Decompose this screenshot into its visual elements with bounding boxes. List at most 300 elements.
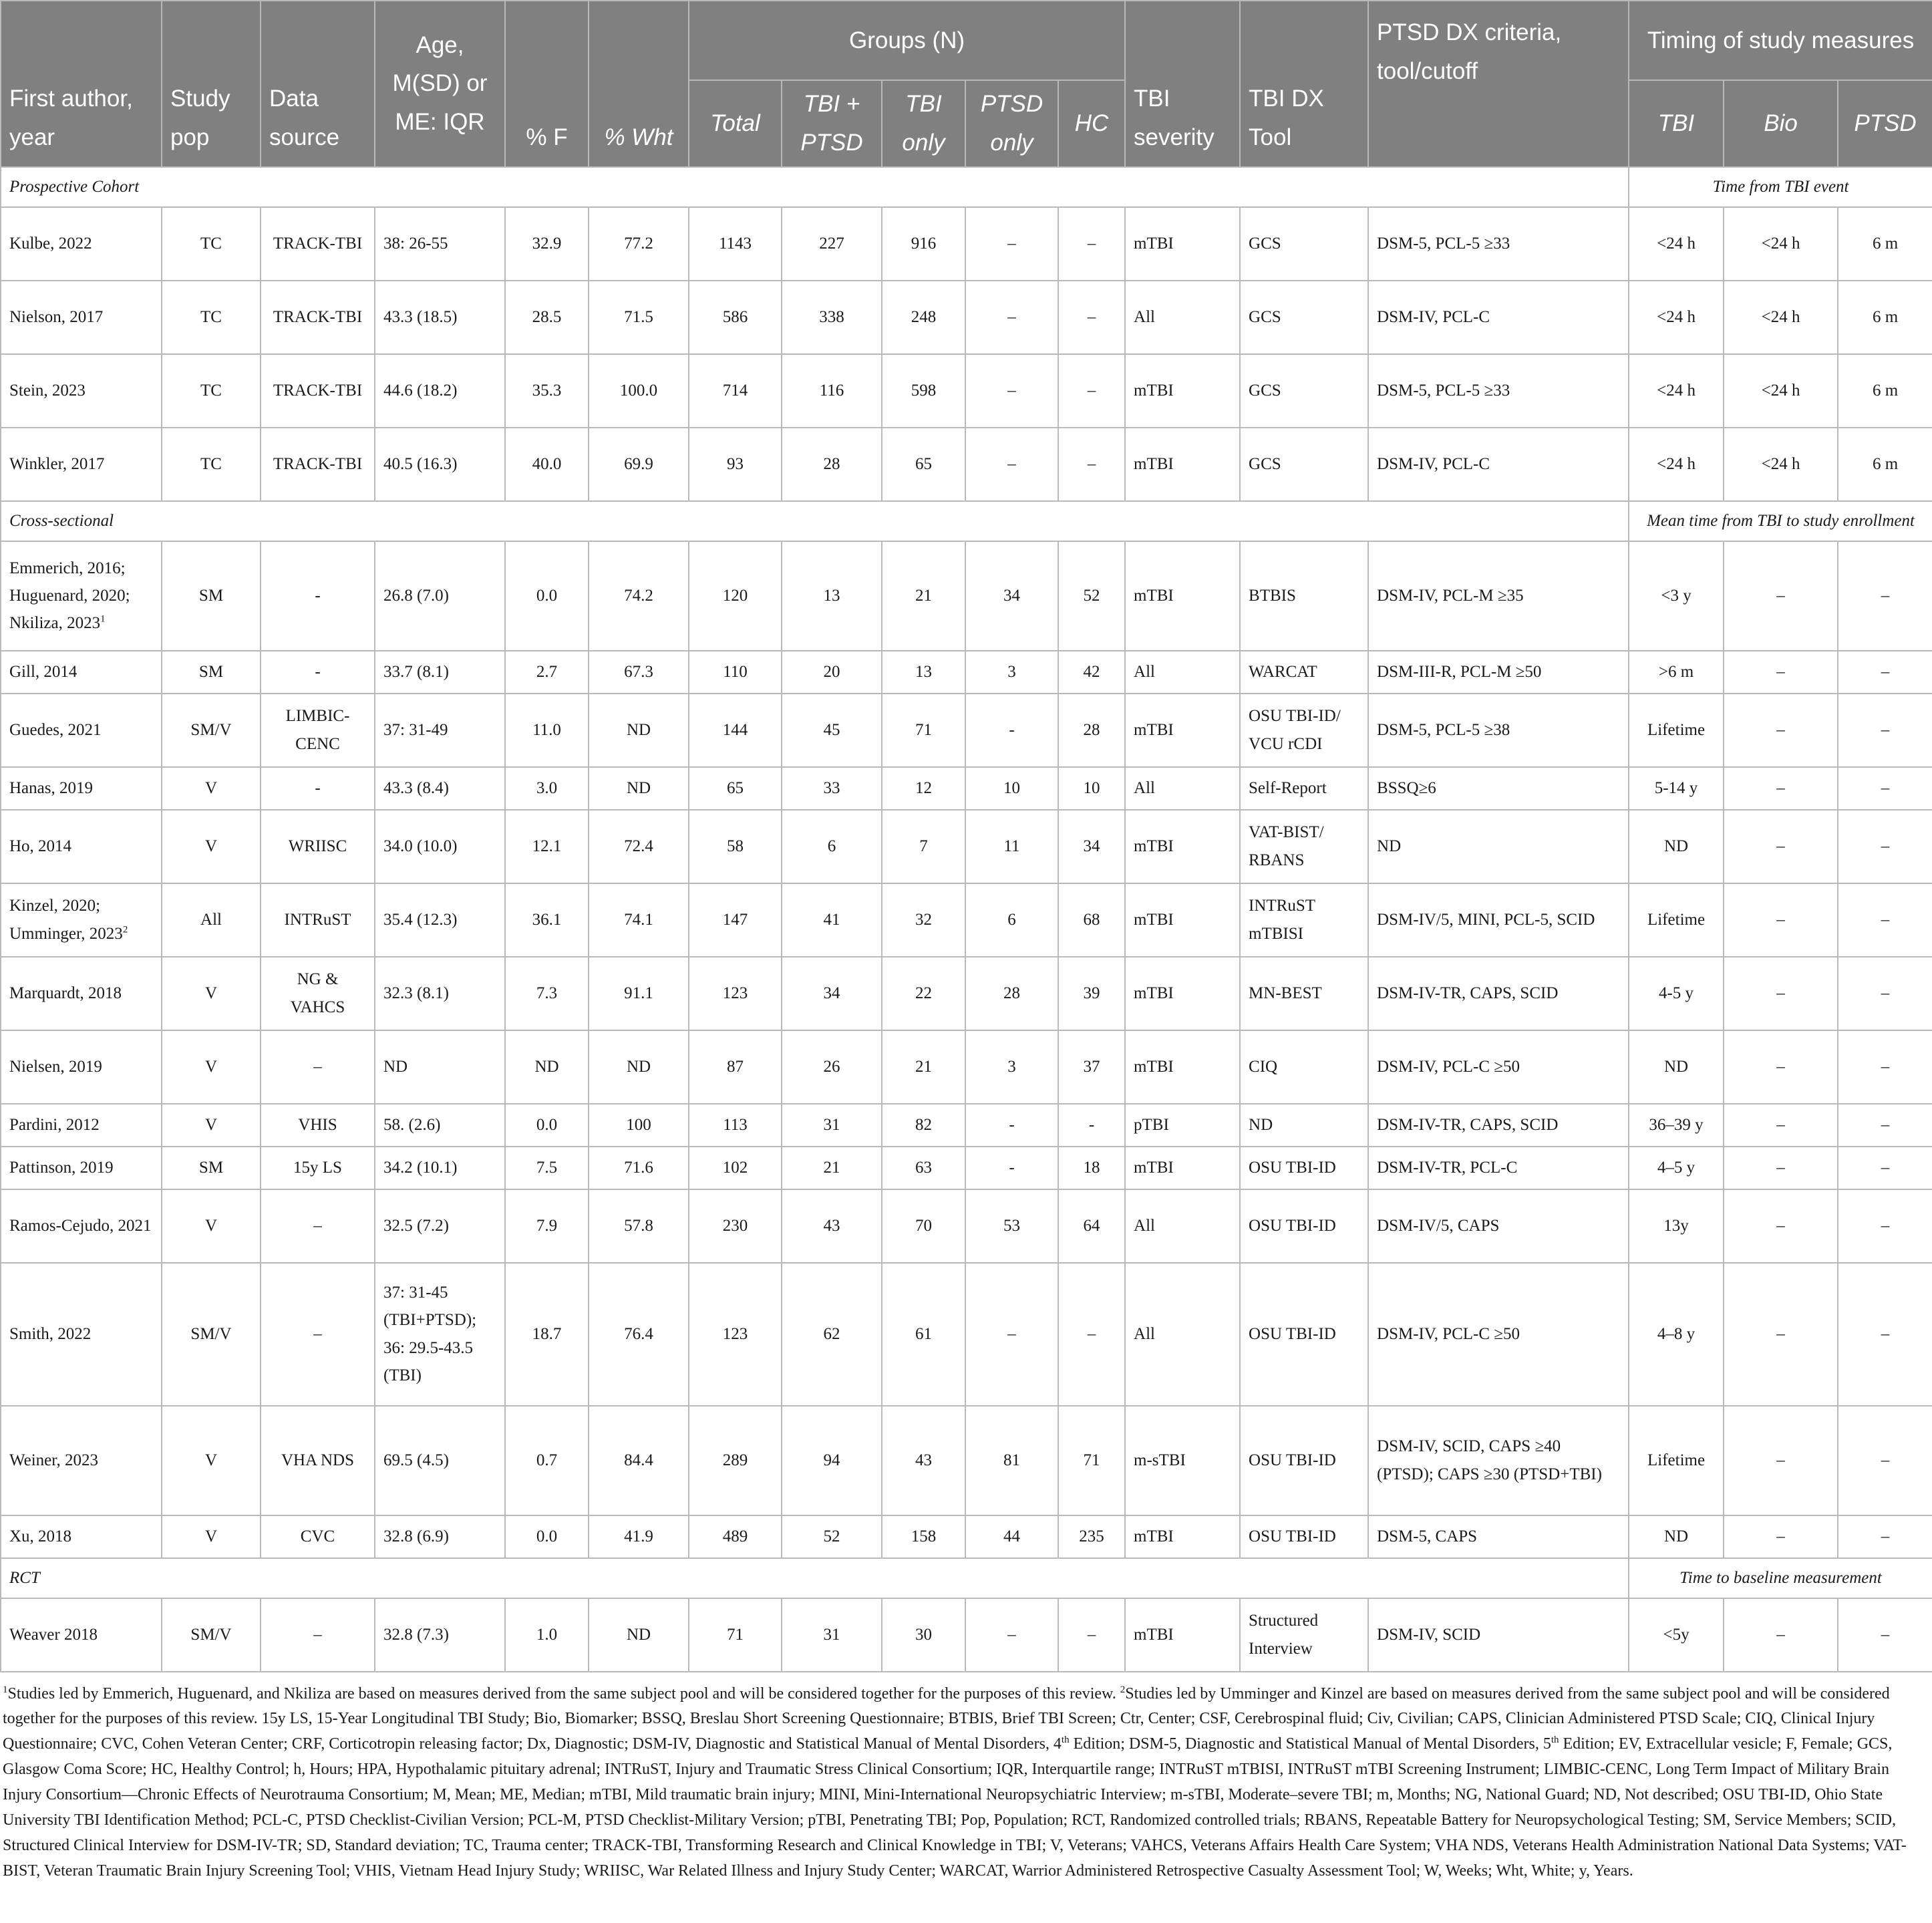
cell-first-author: Stein, 2023 xyxy=(1,354,162,428)
cell-data-source: – xyxy=(261,1598,375,1672)
cell-pct-white: 71.5 xyxy=(589,281,689,354)
cell-pct-female: 32.9 xyxy=(505,207,589,281)
cell-timing-ptsd: – xyxy=(1838,1263,1932,1406)
cell-hc: – xyxy=(1058,281,1125,354)
cell-timing-bio: <24 h xyxy=(1724,354,1838,428)
cell-pct-white: ND xyxy=(589,1030,689,1104)
cell-timing-bio: <24 h xyxy=(1724,207,1838,281)
cell-tbi-dx-tool: GCS xyxy=(1240,281,1368,354)
cell-study-pop: V xyxy=(162,1515,261,1558)
cell-tbi-dx-tool: GCS xyxy=(1240,207,1368,281)
cell-tbi-severity: mTBI xyxy=(1125,1598,1240,1672)
cell-timing-tbi: ND xyxy=(1629,1515,1724,1558)
footnote-text-3: Edition; DSM-5, Diagnostic and Statistical Manual of Mental Disorders, 5 xyxy=(1069,1735,1551,1753)
cell-pct-white: 100.0 xyxy=(589,354,689,428)
cell-tbi-only: 71 xyxy=(882,694,965,767)
table-header xyxy=(1,1,1932,167)
cell-ptsd-only: – xyxy=(965,1263,1058,1406)
table-row xyxy=(1,767,1932,810)
table-row xyxy=(1,1263,1932,1406)
cell-study-pop: TC xyxy=(162,207,261,281)
cell-tbi-ptsd: 94 xyxy=(782,1406,882,1515)
table-body xyxy=(1,167,1932,1672)
cell-tbi-dx-tool: OSU TBI-ID xyxy=(1240,1406,1368,1515)
cell-study-pop: SM xyxy=(162,651,261,694)
cell-age: 32.5 (7.2) xyxy=(375,1189,505,1263)
cell-age: 43.3 (8.4) xyxy=(375,767,505,810)
cell-timing-tbi: 4–8 y xyxy=(1629,1263,1724,1406)
table-row xyxy=(1,883,1932,957)
section-label: Prospective Cohort xyxy=(1,167,1629,207)
col-timing-ptsd: PTSD xyxy=(1838,80,1932,167)
cell-ptsd-only: 10 xyxy=(965,767,1058,810)
cell-first-author: Gill, 2014 xyxy=(1,651,162,694)
cell-pct-white: 69.9 xyxy=(589,428,689,501)
cell-tbi-severity: mTBI xyxy=(1125,354,1240,428)
col-groups: Groups (N) xyxy=(689,1,1125,80)
cell-pct-white: ND xyxy=(589,694,689,767)
cell-tbi-dx-tool: CIQ xyxy=(1240,1030,1368,1104)
cell-pct-white: 67.3 xyxy=(589,651,689,694)
cell-timing-tbi: Lifetime xyxy=(1629,883,1724,957)
cell-first-author: Ho, 2014 xyxy=(1,810,162,883)
cell-total: 1143 xyxy=(689,207,782,281)
cell-timing-tbi: ND xyxy=(1629,810,1724,883)
table-row xyxy=(1,810,1932,883)
cell-pct-female: ND xyxy=(505,1030,589,1104)
cell-study-pop: SM xyxy=(162,1147,261,1189)
cell-timing-tbi: 5-14 y xyxy=(1629,767,1724,810)
cell-timing-ptsd: – xyxy=(1838,694,1932,767)
table-row xyxy=(1,281,1932,354)
cell-tbi-severity: mTBI xyxy=(1125,541,1240,651)
cell-ptsd-dx: DSM-5, CAPS xyxy=(1368,1515,1629,1558)
cell-tbi-only: 598 xyxy=(882,354,965,428)
cell-tbi-dx-tool: Structured Interview xyxy=(1240,1598,1368,1672)
cell-tbi-ptsd: 26 xyxy=(782,1030,882,1104)
col-total: Total xyxy=(689,80,782,167)
cell-pct-female: 7.5 xyxy=(505,1147,589,1189)
cell-pct-female: 40.0 xyxy=(505,428,589,501)
cell-ptsd-only: 6 xyxy=(965,883,1058,957)
cell-hc: 37 xyxy=(1058,1030,1125,1104)
col-ptsd-dx: PTSD DX criteria, tool/cutoff xyxy=(1368,1,1629,167)
cell-data-source: - xyxy=(261,651,375,694)
cell-hc: 235 xyxy=(1058,1515,1125,1558)
cell-ptsd-dx: DSM-5, PCL-5 ≥38 xyxy=(1368,694,1629,767)
cell-timing-bio: – xyxy=(1724,1406,1838,1515)
cell-pct-white: 91.1 xyxy=(589,957,689,1030)
cell-ptsd-dx: DSM-III-R, PCL-M ≥50 xyxy=(1368,651,1629,694)
cell-ptsd-only: 44 xyxy=(965,1515,1058,1558)
cell-first-author: Guedes, 2021 xyxy=(1,694,162,767)
cell-ptsd-dx: ND xyxy=(1368,810,1629,883)
cell-timing-tbi: <24 h xyxy=(1629,207,1724,281)
cell-age: 38: 26-55 xyxy=(375,207,505,281)
section-row xyxy=(1,1558,1932,1598)
cell-timing-ptsd: – xyxy=(1838,1515,1932,1558)
cell-tbi-only: 63 xyxy=(882,1147,965,1189)
cell-ptsd-only: 53 xyxy=(965,1189,1058,1263)
cell-timing-tbi: 4–5 y xyxy=(1629,1147,1724,1189)
cell-pct-female: 0.0 xyxy=(505,1515,589,1558)
cell-first-author: Nielsen, 2019 xyxy=(1,1030,162,1104)
cell-hc: – xyxy=(1058,354,1125,428)
cell-data-source: TRACK-TBI xyxy=(261,428,375,501)
cell-tbi-severity: mTBI xyxy=(1125,207,1240,281)
cell-tbi-severity: All xyxy=(1125,1189,1240,1263)
cell-hc: 52 xyxy=(1058,541,1125,651)
table-row xyxy=(1,1598,1932,1672)
table-row xyxy=(1,207,1932,281)
cell-tbi-only: 30 xyxy=(882,1598,965,1672)
cell-study-pop: SM/V xyxy=(162,1263,261,1406)
col-age: Age, M(SD) or ME: IQR xyxy=(375,1,505,167)
table-row xyxy=(1,1189,1932,1263)
cell-timing-ptsd: – xyxy=(1838,541,1932,651)
col-tbi-dx-tool: TBI DX Tool xyxy=(1240,1,1368,167)
cell-study-pop: V xyxy=(162,1030,261,1104)
cell-first-author: Hanas, 2019 xyxy=(1,767,162,810)
cell-total: 120 xyxy=(689,541,782,651)
cell-timing-ptsd: 6 m xyxy=(1838,354,1932,428)
col-tbi-only: TBI only xyxy=(882,80,965,167)
cell-timing-bio: – xyxy=(1724,767,1838,810)
cell-age: 37: 31-49 xyxy=(375,694,505,767)
footnote-mark: th xyxy=(1551,1735,1559,1746)
cell-timing-ptsd: – xyxy=(1838,957,1932,1030)
cell-first-author: Weaver 2018 xyxy=(1,1598,162,1672)
cell-hc: 68 xyxy=(1058,883,1125,957)
cell-tbi-dx-tool: INTRuST mTBISI xyxy=(1240,883,1368,957)
cell-total: 144 xyxy=(689,694,782,767)
cell-timing-ptsd: – xyxy=(1838,1147,1932,1189)
cell-data-source: TRACK-TBI xyxy=(261,281,375,354)
cell-tbi-ptsd: 116 xyxy=(782,354,882,428)
cell-age: ND xyxy=(375,1030,505,1104)
section-timing-label: Time from TBI event xyxy=(1629,167,1932,207)
section-row xyxy=(1,167,1932,207)
cell-tbi-dx-tool: OSU TBI-ID/ VCU rCDI xyxy=(1240,694,1368,767)
cell-first-author: Smith, 2022 xyxy=(1,1263,162,1406)
cell-total: 714 xyxy=(689,354,782,428)
cell-hc: – xyxy=(1058,207,1125,281)
cell-tbi-dx-tool: Self-Report xyxy=(1240,767,1368,810)
table-row xyxy=(1,428,1932,501)
cell-timing-tbi: Lifetime xyxy=(1629,694,1724,767)
cell-tbi-severity: mTBI xyxy=(1125,957,1240,1030)
cell-tbi-severity: mTBI xyxy=(1125,1515,1240,1558)
cell-age: 35.4 (12.3) xyxy=(375,883,505,957)
cell-hc: 64 xyxy=(1058,1189,1125,1263)
col-first-author: First author, year xyxy=(1,1,162,167)
cell-tbi-only: 248 xyxy=(882,281,965,354)
cell-tbi-ptsd: 31 xyxy=(782,1598,882,1672)
cell-timing-bio: – xyxy=(1724,810,1838,883)
cell-timing-ptsd: – xyxy=(1838,1104,1932,1147)
cell-total: 289 xyxy=(689,1406,782,1515)
cell-ptsd-dx: DSM-IV, PCL-C ≥50 xyxy=(1368,1030,1629,1104)
cell-first-author: Pardini, 2012 xyxy=(1,1104,162,1147)
cell-ptsd-dx: DSM-IV/5, MINI, PCL-5, SCID xyxy=(1368,883,1629,957)
cell-tbi-only: 32 xyxy=(882,883,965,957)
cell-pct-white: 74.2 xyxy=(589,541,689,651)
cell-tbi-ptsd: 227 xyxy=(782,207,882,281)
cell-age: 44.6 (18.2) xyxy=(375,354,505,428)
footnote-mark: 2 xyxy=(1120,1684,1126,1695)
cell-timing-tbi: <3 y xyxy=(1629,541,1724,651)
cell-tbi-dx-tool: BTBIS xyxy=(1240,541,1368,651)
cell-timing-ptsd: – xyxy=(1838,1406,1932,1515)
cell-tbi-only: 43 xyxy=(882,1406,965,1515)
cell-pct-white: 41.9 xyxy=(589,1515,689,1558)
cell-pct-white: 100 xyxy=(589,1104,689,1147)
col-study-pop: Study pop xyxy=(162,1,261,167)
cell-ptsd-dx: DSM-IV-TR, CAPS, SCID xyxy=(1368,1104,1629,1147)
cell-age: 58. (2.6) xyxy=(375,1104,505,1147)
cell-data-source: CVC xyxy=(261,1515,375,1558)
cell-pct-white: ND xyxy=(589,767,689,810)
cell-age: 40.5 (16.3) xyxy=(375,428,505,501)
cell-timing-bio: – xyxy=(1724,1189,1838,1263)
cell-ptsd-only: – xyxy=(965,281,1058,354)
cell-tbi-ptsd: 28 xyxy=(782,428,882,501)
cell-timing-tbi: 13y xyxy=(1629,1189,1724,1263)
cell-ptsd-only: 3 xyxy=(965,1030,1058,1104)
cell-hc: 18 xyxy=(1058,1147,1125,1189)
cell-timing-tbi: <24 h xyxy=(1629,354,1724,428)
cell-first-author: Xu, 2018 xyxy=(1,1515,162,1558)
table-row xyxy=(1,1030,1932,1104)
cell-tbi-severity: mTBI xyxy=(1125,1147,1240,1189)
cell-tbi-only: 22 xyxy=(882,957,965,1030)
cell-tbi-only: 13 xyxy=(882,651,965,694)
cell-ptsd-dx: DSM-5, PCL-5 ≥33 xyxy=(1368,207,1629,281)
cell-hc: 39 xyxy=(1058,957,1125,1030)
cell-ptsd-only: – xyxy=(965,354,1058,428)
cell-first-author: Kulbe, 2022 xyxy=(1,207,162,281)
cell-tbi-ptsd: 13 xyxy=(782,541,882,651)
cell-timing-tbi: <5y xyxy=(1629,1598,1724,1672)
cell-tbi-dx-tool: MN-BEST xyxy=(1240,957,1368,1030)
cell-first-author: Weiner, 2023 xyxy=(1,1406,162,1515)
col-data-source: Data source xyxy=(261,1,375,167)
section-timing-label: Time to baseline measurement xyxy=(1629,1558,1932,1598)
cell-pct-white: 72.4 xyxy=(589,810,689,883)
cell-timing-tbi: 4-5 y xyxy=(1629,957,1724,1030)
cell-data-source: 15y LS xyxy=(261,1147,375,1189)
cell-pct-female: 12.1 xyxy=(505,810,589,883)
cell-age: 33.7 (8.1) xyxy=(375,651,505,694)
cell-tbi-ptsd: 338 xyxy=(782,281,882,354)
cell-total: 65 xyxy=(689,767,782,810)
cell-total: 586 xyxy=(689,281,782,354)
cell-ptsd-dx: DSM-IV-TR, PCL-C xyxy=(1368,1147,1629,1189)
cell-timing-bio: – xyxy=(1724,694,1838,767)
cell-ptsd-dx: BSSQ≥6 xyxy=(1368,767,1629,810)
cell-tbi-dx-tool: GCS xyxy=(1240,428,1368,501)
cell-ptsd-dx: DSM-IV, PCL-C xyxy=(1368,281,1629,354)
cell-ptsd-dx: DSM-IV, PCL-M ≥35 xyxy=(1368,541,1629,651)
cell-study-pop: V xyxy=(162,1189,261,1263)
footnote-text-1: Studies led by Emmerich, Huguenard, and Nkiliza are based on measures derived from the same subject pool and will be considered together for the purposes of this review. xyxy=(7,1684,1120,1703)
cell-first-author xyxy=(1,883,162,957)
cell-tbi-severity: mTBI xyxy=(1125,1030,1240,1104)
cell-timing-bio: – xyxy=(1724,1147,1838,1189)
cell-age: 43.3 (18.5) xyxy=(375,281,505,354)
section-row xyxy=(1,501,1932,541)
cell-ptsd-only: – xyxy=(965,1598,1058,1672)
cell-timing-bio: – xyxy=(1724,541,1838,651)
cell-timing-ptsd: – xyxy=(1838,651,1932,694)
cell-tbi-dx-tool: WARCAT xyxy=(1240,651,1368,694)
cell-hc: 10 xyxy=(1058,767,1125,810)
cell-ptsd-only: - xyxy=(965,1104,1058,1147)
cell-study-pop: TC xyxy=(162,354,261,428)
cell-timing-bio: – xyxy=(1724,1030,1838,1104)
cell-tbi-ptsd: 45 xyxy=(782,694,882,767)
table-row xyxy=(1,694,1932,767)
cell-data-source: VHIS xyxy=(261,1104,375,1147)
cell-tbi-ptsd: 31 xyxy=(782,1104,882,1147)
cell-first-author: Ramos-Cejudo, 2021 xyxy=(1,1189,162,1263)
cell-hc: 34 xyxy=(1058,810,1125,883)
cell-tbi-dx-tool: VAT-BIST/ RBANS xyxy=(1240,810,1368,883)
cell-data-source: TRACK-TBI xyxy=(261,207,375,281)
cell-timing-ptsd: – xyxy=(1838,767,1932,810)
cell-pct-female: 0.0 xyxy=(505,541,589,651)
col-ptsd-only: PTSD only xyxy=(965,80,1058,167)
cell-total: 93 xyxy=(689,428,782,501)
cell-total: 71 xyxy=(689,1598,782,1672)
cell-hc: – xyxy=(1058,1598,1125,1672)
footnote-text-4: Edition; EV, Extracellular vesicle; F, Female; GCS, Glasgow Coma Score; HC, Healthy Control; h, Hours; HPA, Hypothalamic pituitary adrenal; INTRuST, Injury and Traumatic Stress Clinical Consortium; IQR, Interquartile range; INTRuST mTBISI, INTRuST mTBI Screening Instrument; LIMBIC-CENC, Long Term Impact of Military Brain Injury Consortium—Chronic Effects of Neurotrauma Consortium; M, Mean; ME, Median; mTBI, Mild traumatic brain injury; MINI, Mini-International Neuropsychiatric Interview; m-sTBI, Moderate–severe TBI; m, Months; NG, National Guard; ND, Not described; OSU TBI-ID, Ohio State University TBI Identification Method; PCL-C, PTSD Checklist-Civilian Version; PCL-M, PTSD Checklist-Military Version; pTBI, Penetrating TBI; Pop, Population; RCT, Randomized controlled trials; RBANS, Repeatable Battery for Neuropsychological Testing; SM, Service Members; SCID, Structured Clinical Interview for DSM-IV-TR; SD, Standard deviation; TC, Trauma center; TRACK-TBI, Transforming Research and Clinical Knowledge in TBI; V, Veterans; VAHCS, Veterans Affairs Health Care System; VHA NDS, Veterans Health Administration National Data Systems; VAT-BIST, Veteran Traumatic Brain Injury Screening Tool; VHIS, Vietnam Head Injury Study; WRIISC, War Related Illness and Injury Study Center; WARCAT, Warrior Administered Retrospective Casualty Assessment Tool; W, Weeks; Wht, White; y, Years. xyxy=(3,1735,1907,1880)
cell-ptsd-dx: DSM-IV, SCID xyxy=(1368,1598,1629,1672)
cell-total: 58 xyxy=(689,810,782,883)
cell-timing-ptsd: – xyxy=(1838,810,1932,883)
cell-hc: 42 xyxy=(1058,651,1125,694)
table-row xyxy=(1,1515,1932,1558)
footnote-mark: th xyxy=(1061,1735,1070,1746)
footnote-mark: 2 xyxy=(122,924,128,935)
cell-pct-white: 84.4 xyxy=(589,1406,689,1515)
col-pct-white: % Wht xyxy=(589,1,689,167)
cell-hc: – xyxy=(1058,428,1125,501)
cell-ptsd-dx: DSM-IV, PCL-C ≥50 xyxy=(1368,1263,1629,1406)
cell-total: 102 xyxy=(689,1147,782,1189)
cell-pct-female: 7.3 xyxy=(505,957,589,1030)
cell-timing-ptsd: 6 m xyxy=(1838,281,1932,354)
cell-ptsd-dx: DSM-5, PCL-5 ≥33 xyxy=(1368,354,1629,428)
cell-tbi-only: 12 xyxy=(882,767,965,810)
cell-pct-white: 77.2 xyxy=(589,207,689,281)
cell-tbi-severity: pTBI xyxy=(1125,1104,1240,1147)
col-timing-bio: Bio xyxy=(1724,80,1838,167)
cell-age: 32.8 (6.9) xyxy=(375,1515,505,1558)
cell-ptsd-only: 34 xyxy=(965,541,1058,651)
cell-study-pop: V xyxy=(162,957,261,1030)
cell-age: 37: 31-45 (TBI+PTSD); 36: 29.5-43.5 (TBI) xyxy=(375,1263,505,1406)
cell-data-source: TRACK-TBI xyxy=(261,354,375,428)
cell-pct-female: 18.7 xyxy=(505,1263,589,1406)
cell-pct-female: 28.5 xyxy=(505,281,589,354)
cell-tbi-dx-tool: GCS xyxy=(1240,354,1368,428)
cell-hc: 28 xyxy=(1058,694,1125,767)
cell-timing-tbi: >6 m xyxy=(1629,651,1724,694)
cell-age: 32.8 (7.3) xyxy=(375,1598,505,1672)
cell-total: 123 xyxy=(689,957,782,1030)
cell-tbi-ptsd: 33 xyxy=(782,767,882,810)
cell-hc: – xyxy=(1058,1263,1125,1406)
footnote-mark: 1 xyxy=(3,1684,8,1695)
cell-timing-ptsd: 6 m xyxy=(1838,207,1932,281)
cell-ptsd-only: 11 xyxy=(965,810,1058,883)
cell-tbi-only: 916 xyxy=(882,207,965,281)
cell-tbi-ptsd: 41 xyxy=(782,883,882,957)
cell-timing-tbi: Lifetime xyxy=(1629,1406,1724,1515)
cell-age: 26.8 (7.0) xyxy=(375,541,505,651)
cell-tbi-ptsd: 20 xyxy=(782,651,882,694)
cell-tbi-only: 61 xyxy=(882,1263,965,1406)
cell-tbi-only: 70 xyxy=(882,1189,965,1263)
cell-timing-bio: – xyxy=(1724,1515,1838,1558)
cell-pct-female: 36.1 xyxy=(505,883,589,957)
cell-age: 34.0 (10.0) xyxy=(375,810,505,883)
cell-tbi-ptsd: 21 xyxy=(782,1147,882,1189)
cell-timing-ptsd: – xyxy=(1838,1598,1932,1672)
cell-tbi-severity: mTBI xyxy=(1125,810,1240,883)
cell-data-source: - xyxy=(261,767,375,810)
cell-study-pop: V xyxy=(162,767,261,810)
cell-total: 87 xyxy=(689,1030,782,1104)
cell-ptsd-dx: DSM-IV/5, CAPS xyxy=(1368,1189,1629,1263)
cell-pct-female: 7.9 xyxy=(505,1189,589,1263)
table-row xyxy=(1,1406,1932,1515)
cell-tbi-severity: All xyxy=(1125,1263,1240,1406)
cell-data-source: INTRuST xyxy=(261,883,375,957)
section-timing-label: Mean time from TBI to study enrollment xyxy=(1629,501,1932,541)
cell-total: 147 xyxy=(689,883,782,957)
cell-first-author xyxy=(1,541,162,651)
cell-tbi-only: 65 xyxy=(882,428,965,501)
cell-first-author: Pattinson, 2019 xyxy=(1,1147,162,1189)
cell-study-pop: TC xyxy=(162,428,261,501)
cell-tbi-only: 82 xyxy=(882,1104,965,1147)
section-label: Cross-sectional xyxy=(1,501,1629,541)
cell-age: 69.5 (4.5) xyxy=(375,1406,505,1515)
footnote-mark: 1 xyxy=(100,613,106,625)
cell-total: 113 xyxy=(689,1104,782,1147)
cell-pct-female: 35.3 xyxy=(505,354,589,428)
cell-total: 489 xyxy=(689,1515,782,1558)
col-hc: HC xyxy=(1058,80,1125,167)
cell-tbi-only: 158 xyxy=(882,1515,965,1558)
cell-pct-white: ND xyxy=(589,1598,689,1672)
col-timing-tbi: TBI xyxy=(1629,80,1724,167)
cell-timing-ptsd: – xyxy=(1838,883,1932,957)
cell-tbi-only: 21 xyxy=(882,541,965,651)
cell-study-pop: SM/V xyxy=(162,694,261,767)
author-text: Emmerich, 2016; Huguenard, 2020; Nkiliza, 2023 xyxy=(9,559,130,633)
col-tbi-ptsd: TBI + PTSD xyxy=(782,80,882,167)
cell-ptsd-dx: DSM-IV-TR, CAPS, SCID xyxy=(1368,957,1629,1030)
cell-tbi-ptsd: 34 xyxy=(782,957,882,1030)
table-row xyxy=(1,354,1932,428)
footnote-text-2: Studies led by Umminger and Kinzel are based on measures derived from the same subject pool and will be considered together for the purposes of this review. 15y LS, 15-Year Longitudinal TBI Study; Bio, Biomarker; BSSQ, Breslau Short Screening Questionnaire; BTBIS, Brief TBI Screen; Ctr, Center; CSF, Cerebrospinal fluid; Civ, Civilian; CAPS, Clinician Administered PTSD Scale; CIQ, Clinical Injury Questionnaire; CVC, Cohen Veteran Center; CRF, Corticotropin releasing factor; Dx, Diagnostic; DSM-IV, Diagnostic and Statistical Manual of Mental Disorders, 4 xyxy=(3,1684,1890,1753)
cell-data-source: VHA NDS xyxy=(261,1406,375,1515)
table-row xyxy=(1,541,1932,651)
cell-timing-ptsd: – xyxy=(1838,1189,1932,1263)
